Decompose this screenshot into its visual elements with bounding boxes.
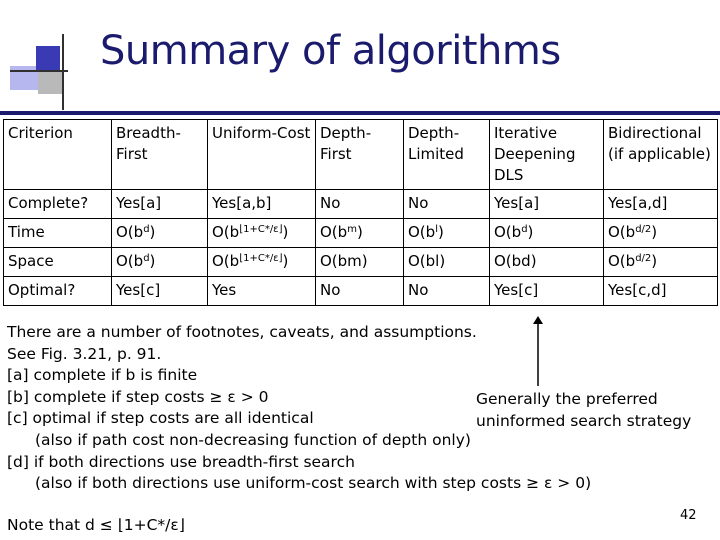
table-cell: No	[316, 277, 404, 306]
note-line: [d] if both directions use breadth-first search	[7, 452, 355, 471]
note-line: See Fig. 3.21, p. 91.	[7, 344, 162, 363]
cell-superscript: d	[143, 224, 150, 235]
table-cell	[404, 248, 490, 277]
header-cell: Depth-Limited	[404, 120, 490, 190]
table-cell	[4, 219, 112, 248]
cell-text: O(b	[212, 223, 240, 241]
cell-text-tail: )	[356, 223, 363, 241]
table-cell	[4, 248, 112, 277]
table-header-row	[4, 120, 718, 190]
table-cell	[316, 248, 404, 277]
cell-text: O(b	[320, 223, 348, 241]
table-cell	[316, 219, 404, 248]
cell-text: O(b	[408, 223, 436, 241]
cell-superscript: l	[435, 224, 438, 235]
table-row-time	[4, 219, 718, 248]
table-cell: Yes	[208, 277, 316, 306]
table-cell	[208, 248, 316, 277]
cell-text: O(bl)	[408, 252, 446, 270]
cell-text: O(b	[608, 252, 636, 270]
cell-text-tail: )	[149, 223, 156, 241]
header-cell: Breadth-First	[112, 120, 208, 190]
cell-text: O(bm)	[320, 252, 368, 270]
cell-text: O(b	[116, 252, 144, 270]
header-cell: Bidirectional (if applicable)	[604, 120, 718, 190]
cell-superscript: m	[347, 224, 357, 235]
table-cell: Optimal?	[4, 277, 112, 306]
cell-superscript: ⌊1+C*/ε⌋	[239, 224, 283, 235]
cell-text-tail: )	[651, 223, 658, 241]
header-cell: Uniform-Cost	[208, 120, 316, 190]
table-cell: No	[404, 277, 490, 306]
up-arrow-icon	[528, 316, 548, 388]
table-cell	[112, 248, 208, 277]
table-cell	[490, 219, 604, 248]
cell-text: Time	[8, 223, 45, 241]
table-cell	[490, 248, 604, 277]
callout-text	[476, 389, 691, 432]
decor-horizontal-line	[10, 70, 68, 72]
header-cell: Iterative Deepening DLS	[490, 120, 604, 190]
slide-title: Summary of algorithms	[100, 28, 561, 74]
page-number: 42	[680, 508, 697, 523]
table-row-space	[4, 248, 718, 277]
note-line: (also if both directions use uniform-cost search with step costs ≥ ε > 0)	[35, 474, 592, 493]
decor-square-gray	[38, 72, 64, 94]
cell-superscript: ⌊1+C*/ε⌋	[239, 253, 283, 264]
table-cell: Yes[c,d]	[604, 277, 718, 306]
table-cell: Yes[a]	[112, 190, 208, 219]
table-cell	[208, 219, 316, 248]
cell-text-tail: )	[149, 252, 156, 270]
table-cell: Yes[a,d]	[604, 190, 718, 219]
cell-superscript: d/2	[635, 224, 652, 235]
header-cell: Depth-First	[316, 120, 404, 190]
cell-text-tail: )	[282, 252, 289, 270]
cell-text: O(bd)	[494, 252, 537, 270]
table-cell: Yes[a,b]	[208, 190, 316, 219]
table-row-complete	[4, 190, 718, 219]
callout-line: uninformed search strategy	[476, 411, 692, 430]
decor-square-blue	[36, 46, 60, 70]
note-line: There are a number of footnotes, caveats, and assumptions.	[7, 323, 477, 341]
table-cell: Complete?	[4, 190, 112, 219]
table-cell: Yes[a]	[490, 190, 604, 219]
cell-text: O(b	[494, 223, 522, 241]
cell-text: O(b	[608, 223, 636, 241]
bottom-note: Note that d ≤ ⌊1+C*/ε⌋	[7, 516, 185, 534]
cell-text: Space	[8, 252, 54, 270]
note-line: [c] optimal if step costs are all identical	[7, 409, 314, 428]
table-cell	[404, 219, 490, 248]
cell-text-tail: )	[282, 223, 289, 241]
table-cell: No	[316, 190, 404, 219]
note-line: [a] complete if b is finite	[7, 366, 198, 385]
callout-line: Generally the preferred	[476, 390, 658, 408]
cell-superscript: d/2	[635, 253, 652, 264]
note-line: (also if path cost non-decreasing function of depth only)	[35, 430, 471, 449]
table-cell: No	[404, 190, 490, 219]
table-row-optimal	[4, 277, 718, 306]
header-cell: Criterion	[4, 120, 112, 190]
cell-text: O(b	[116, 223, 144, 241]
table-cell: Yes[c]	[490, 277, 604, 306]
decor-vertical-line	[62, 34, 64, 110]
table-cell	[604, 219, 718, 248]
note-line: [b] complete if step costs ≥ ε > 0	[7, 387, 269, 406]
table-cell	[112, 219, 208, 248]
table-cell: Yes[c]	[112, 277, 208, 306]
algorithm-summary-table	[3, 119, 718, 306]
table-cell	[604, 248, 718, 277]
cell-text-tail: )	[527, 223, 534, 241]
cell-superscript: d	[143, 253, 150, 264]
cell-text: O(b	[212, 252, 240, 270]
cell-superscript: d	[521, 224, 528, 235]
cell-text-tail: )	[651, 252, 658, 270]
cell-text-tail: )	[437, 223, 444, 241]
title-rule	[0, 111, 720, 115]
